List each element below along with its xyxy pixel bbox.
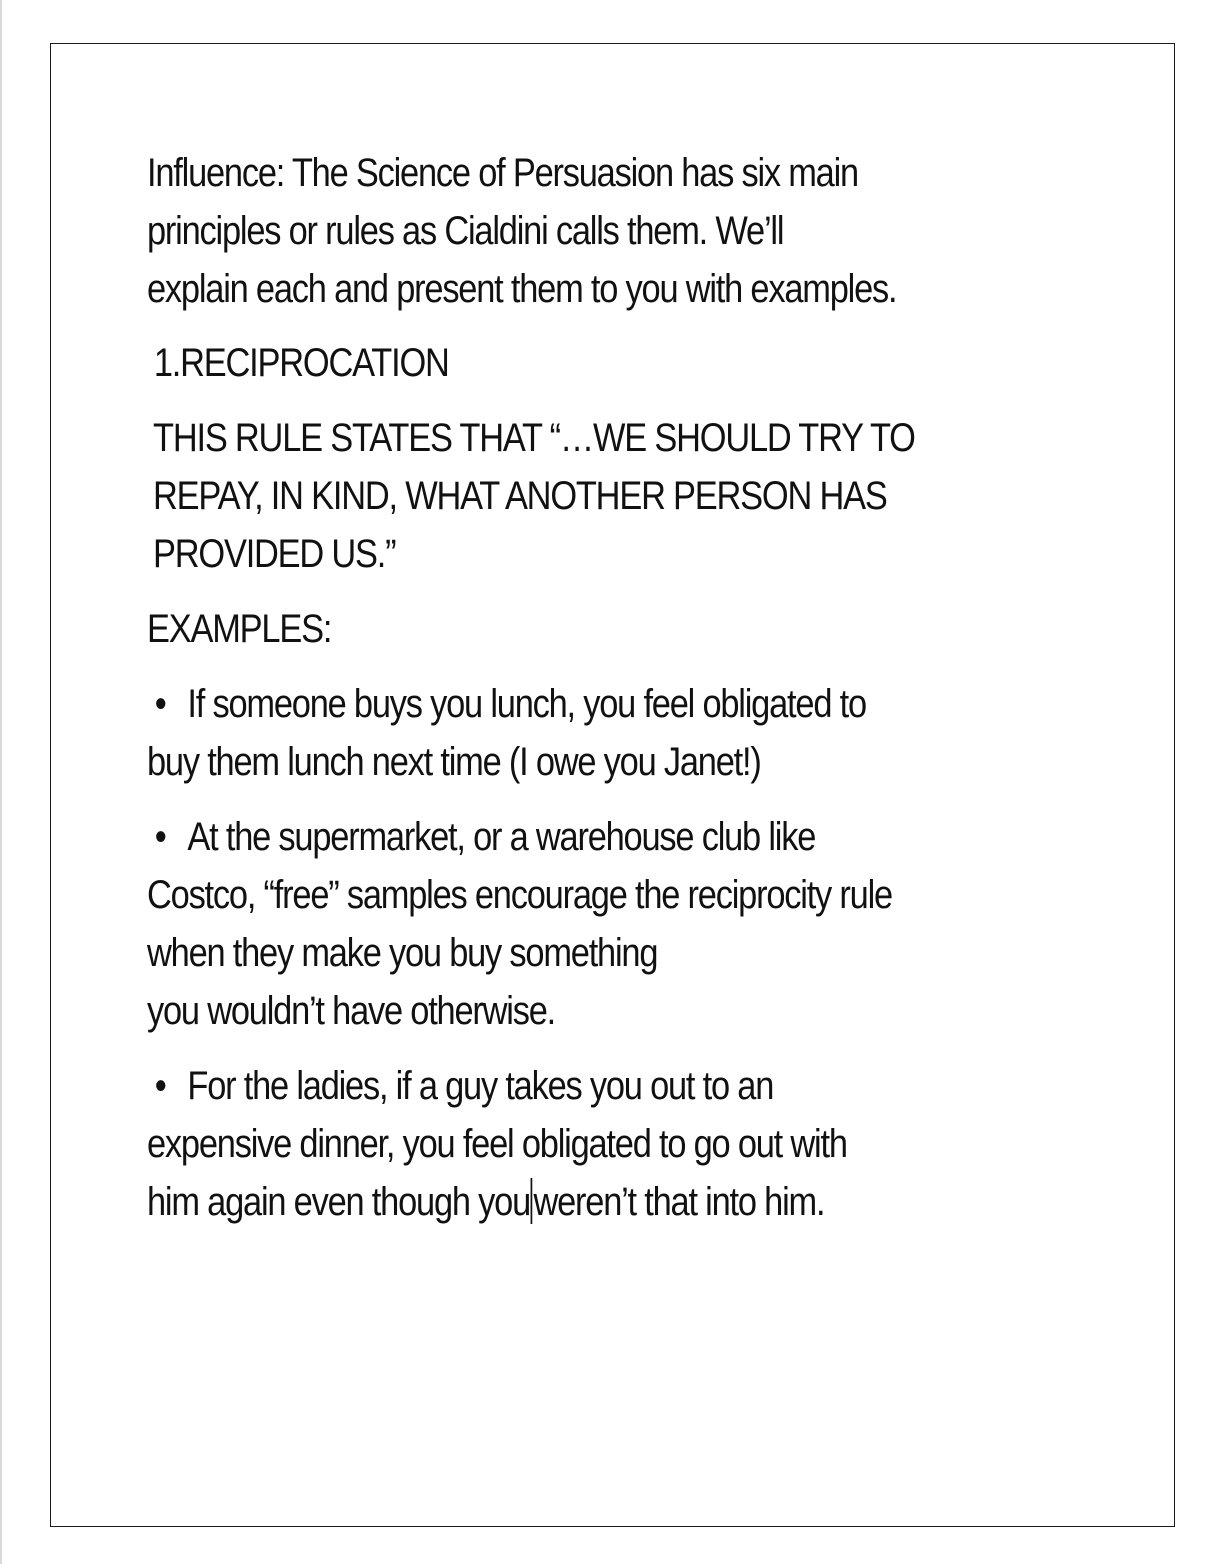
document-page[interactable]	[50, 43, 1175, 1527]
bullet-item-lunch[interactable]	[147, 675, 1093, 791]
examples-label: EXAMPLES:	[147, 607, 332, 651]
bullet-line-start: him again even though you	[147, 1180, 531, 1224]
intro-paragraph[interactable]	[147, 144, 1041, 318]
window-left-edge	[0, 0, 2, 1564]
bullet-icon: •	[154, 815, 166, 859]
bullet-line: Costco, “free” samples encourage the reciprocity rule	[147, 873, 892, 917]
bullet-icon: •	[154, 682, 166, 726]
bullet-line: At the supermarket, or a warehouse club like	[187, 815, 816, 859]
bullet-line: you wouldn’t have otherwise.	[147, 989, 556, 1033]
bullet-line: buy them lunch next time (I owe you Janet!)	[147, 740, 761, 784]
intro-line: principles or rules as Cialdini calls them. We’ll	[147, 209, 784, 253]
bullet-icon: •	[154, 1064, 166, 1108]
bullet-line: For the ladies, if a guy takes you out to an	[187, 1064, 774, 1108]
intro-line: explain each and present them to you with examples.	[147, 267, 897, 311]
intro-line: Influence: The Science of Persuasion has six main	[147, 151, 858, 195]
document-body[interactable]	[147, 144, 990, 1231]
quote-line: PROVIDED US.”	[153, 532, 396, 576]
bullet-item-supermarket[interactable]	[147, 808, 1093, 1040]
bullet-line-end: weren’t that into him.	[533, 1180, 825, 1224]
bullet-line: If someone buys you lunch, you feel obligated to	[187, 682, 866, 726]
quote-line: THIS RULE STATES THAT “…WE SHOULD TRY TO	[153, 416, 915, 460]
bullet-item-dinner[interactable]	[147, 1057, 1093, 1231]
quote-line: REPAY, IN KIND, WHAT ANOTHER PERSON HAS	[153, 474, 887, 518]
rule-quote[interactable]	[147, 409, 1013, 583]
bullet-line: expensive dinner, you feel obligated to go out with	[147, 1122, 847, 1166]
bullet-line: when they make you buy something	[147, 931, 658, 975]
section-heading: 1.RECIPROCATION	[153, 341, 449, 385]
